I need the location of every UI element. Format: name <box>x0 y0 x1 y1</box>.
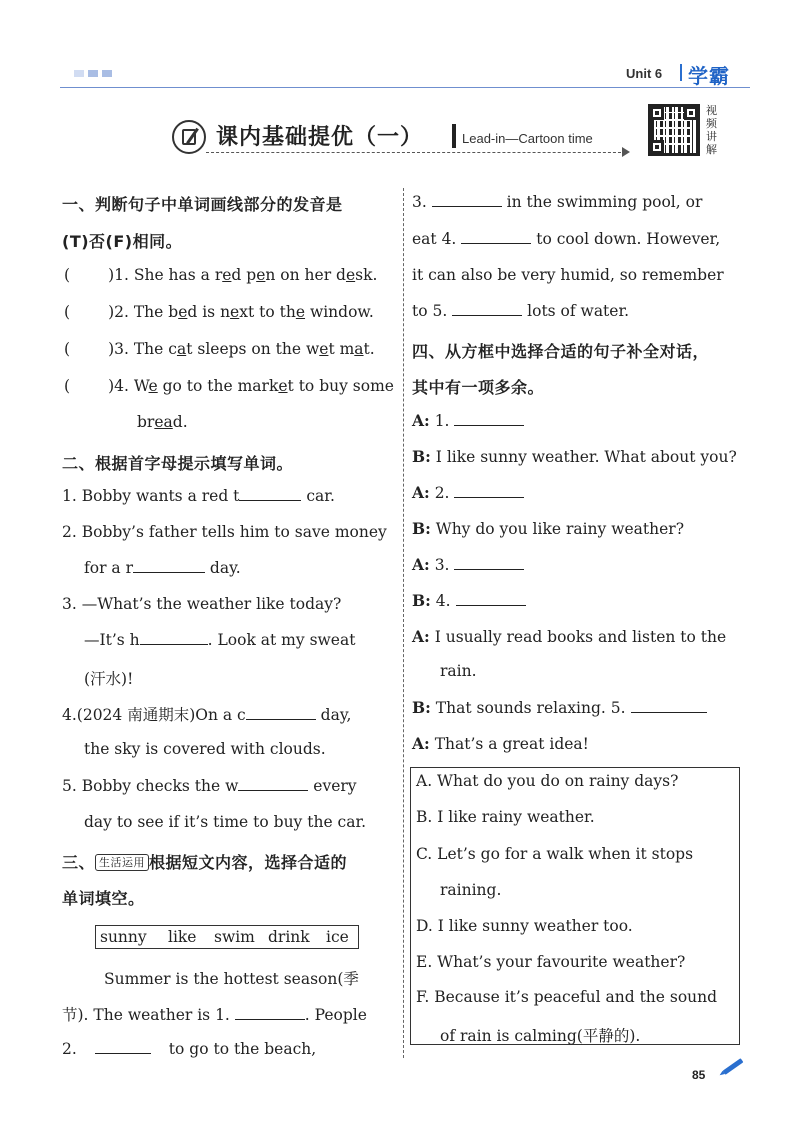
section1-heading-cont: (T)否(F)相同。 <box>62 232 183 251</box>
qr-code[interactable] <box>648 104 700 156</box>
dialog-line: B: That sounds relaxing. 5. <box>412 698 707 717</box>
answer-blank[interactable] <box>454 556 524 570</box>
section2-q2-cont: for a r day. <box>84 559 241 577</box>
option-item: E. What’s your favourite weather? <box>416 953 686 971</box>
section1-item: ( )4. We go to the market to buy some <box>64 377 394 395</box>
qr-label: 视频讲解 <box>706 104 717 156</box>
answer-blank[interactable] <box>461 230 531 244</box>
section2-q4-cont: the sky is covered with clouds. <box>84 740 326 758</box>
section1-item-cont: bread. <box>137 413 188 431</box>
passage-line: 2. to go to the beach, <box>62 1040 317 1058</box>
brand-logo: 学霸 <box>688 64 730 88</box>
answer-blank[interactable] <box>238 777 308 791</box>
passage-line: eat 4. to cool down. However, <box>412 230 721 248</box>
section2-q3-note: (汗水)! <box>84 670 134 688</box>
section1-item: ( )3. The cat sleeps on the wet mat. <box>64 340 375 358</box>
answer-blank[interactable] <box>432 193 502 207</box>
dialog-line: A: I usually read books and listen to the <box>412 627 727 646</box>
title-separator <box>452 124 456 148</box>
answer-blank[interactable] <box>235 1006 305 1020</box>
word-option: drink <box>268 928 310 946</box>
word-option: sunny <box>100 928 147 946</box>
option-item: C. Let’s go for a walk when it stops <box>416 845 694 863</box>
dialog-line-cont: rain. <box>440 662 477 680</box>
section2-q3: 3. —What’s the weather like today? <box>62 595 342 613</box>
option-item: B. I like rainy weather. <box>416 808 595 826</box>
answer-blank[interactable] <box>133 559 205 573</box>
page-header <box>60 60 750 88</box>
arrow-right-icon <box>622 147 630 157</box>
dialog-line: A: 3. <box>412 555 524 574</box>
word-option: ice <box>326 928 349 946</box>
section2-heading: 二、根据首字母提示填写单词。 <box>62 454 294 473</box>
dialog-line: A: 1. <box>412 411 524 430</box>
paren-open: ( <box>64 266 71 284</box>
word-option: swim <box>214 928 255 946</box>
answer-blank[interactable] <box>454 412 524 426</box>
pencil-icon <box>723 1058 744 1075</box>
dialog-line: B: I like sunny weather. What about you? <box>412 447 737 466</box>
dialog-line: B: 4. <box>412 591 526 610</box>
answer-blank[interactable] <box>631 699 707 713</box>
answer-blank[interactable] <box>95 1040 151 1054</box>
passage-line: to 5. lots of water. <box>412 302 630 320</box>
page-title: 课内基础提优（一） <box>216 125 424 150</box>
section4-heading: 四、从方框中选择合适的句子补全对话， <box>412 342 710 361</box>
section4-heading-cont: 其中有一项多余。 <box>412 378 545 397</box>
header-decoration <box>74 70 112 77</box>
page-subtitle: Lead-in—Cartoon time <box>462 131 593 146</box>
word-bank <box>95 925 359 949</box>
section3-heading-cont: 单词填空。 <box>62 889 145 908</box>
passage-line: it can also be very humid, so remember <box>412 266 724 284</box>
section2-q5: 5. Bobby checks the w every <box>62 777 357 795</box>
column-divider <box>403 188 404 1058</box>
answer-blank[interactable] <box>239 487 301 501</box>
section2-q5-cont: day to see if it’s time to buy the car. <box>84 813 367 831</box>
dialog-line: B: Why do you like rainy weather? <box>412 519 685 538</box>
answer-blank[interactable] <box>456 592 526 606</box>
section3-heading: 三、 生活运用 根据短文内容，选择合适的 <box>62 853 348 872</box>
option-item-cont: of rain is calming(平静的). <box>440 1027 641 1045</box>
life-use-tag: 生活运用 <box>95 854 149 871</box>
dialog-line: A: 2. <box>412 483 524 502</box>
unit-label: Unit 6 <box>626 66 663 81</box>
option-item: D. I like sunny weather too. <box>416 917 633 935</box>
answer-blank[interactable] <box>452 302 522 316</box>
section2-q2: 2. Bobby’s father tells him to save money <box>62 523 387 541</box>
pencil-note-icon <box>172 120 206 154</box>
passage-line: Summer is the hottest season(季 <box>104 970 359 988</box>
answer-blank[interactable] <box>140 631 208 645</box>
word-option: like <box>168 928 197 946</box>
section1-item: ( )1. She has a red pen on her desk. <box>64 266 378 284</box>
option-item: A. What do you do on rainy days? <box>416 772 679 790</box>
section1-heading: 一、判断句子中单词画线部分的发音是 <box>62 195 343 214</box>
passage-line: 3. in the swimming pool, or <box>412 193 703 211</box>
header-separator <box>680 64 682 81</box>
section1-item: ( )2. The bed is next to the window. <box>64 303 374 321</box>
passage-line: 节). The weather is 1. . People <box>62 1006 367 1024</box>
section2-q4: 4.(2024 南通期末)On a c day, <box>62 706 352 724</box>
dialog-line: A: That’s a great idea! <box>412 734 589 753</box>
option-item-cont: raining. <box>440 881 502 899</box>
title-underline <box>206 152 626 153</box>
answer-blank[interactable] <box>246 706 316 720</box>
section2-q3-cont: —It’s h . Look at my sweat <box>84 631 356 649</box>
answer-blank[interactable] <box>454 484 524 498</box>
section2-q1: 1. Bobby wants a red t car. <box>62 487 335 505</box>
page-number: 85 <box>692 1068 706 1082</box>
option-item: F. Because it’s peaceful and the sound <box>416 988 718 1006</box>
